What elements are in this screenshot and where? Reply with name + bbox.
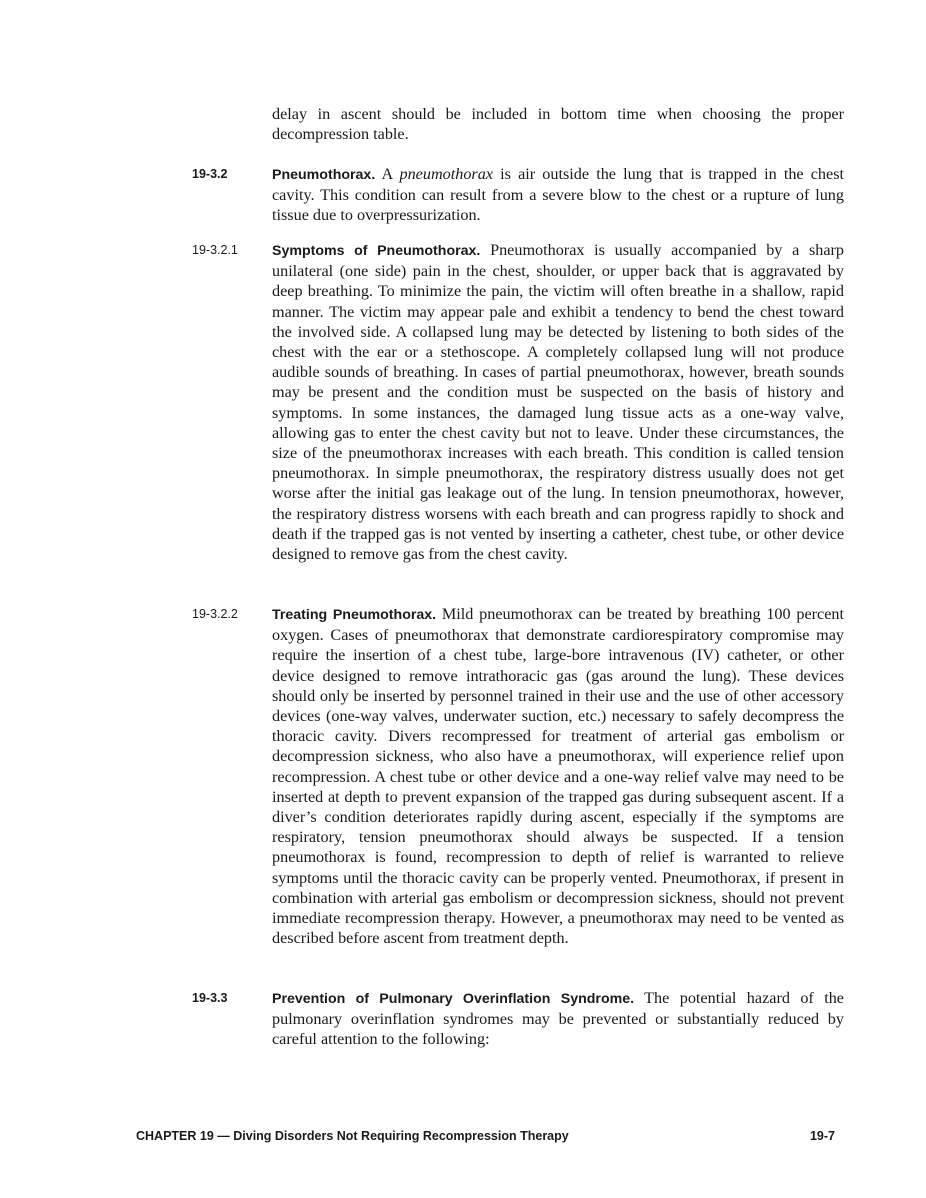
- section-number: 19-3.2.2: [192, 607, 238, 621]
- section-19-3-3: [192, 988, 844, 1050]
- continuation-paragraph: [192, 104, 844, 144]
- section-body: [272, 164, 844, 226]
- section-text: is air outside the lung that is trapped in the chest cavity. This condition can result from a severe blow to the chest or a rupture of lung tissue due to overpressurization.: [272, 165, 845, 225]
- section-body: [272, 604, 844, 948]
- continuation-text: delay in ascent should be included in bottom time when choosing the proper decompression table.: [272, 105, 844, 144]
- section-text-lead: A: [375, 165, 400, 183]
- section-text: The potential hazard of the pulmonary overinflation syndromes may be prevented or substantially reduced by careful attention to the following:: [272, 989, 844, 1049]
- section-19-3-2: [192, 164, 844, 226]
- section-19-3-2-2: [192, 604, 844, 948]
- section-body: [272, 240, 844, 564]
- section-heading: Prevention of Pulmonary Overinflation Syndrome.: [272, 991, 635, 1007]
- footer-chapter-title: CHAPTER 19 — Diving Disorders Not Requiring Recompression Therapy: [136, 1129, 569, 1143]
- section-body: [272, 988, 844, 1050]
- section-number: 19-3.2.1: [192, 243, 238, 257]
- footer-page-number: 19-7: [809, 1129, 835, 1143]
- section-number: 19-3.2: [192, 167, 228, 181]
- section-heading: Symptoms of Pneumothorax.: [272, 243, 481, 259]
- section-heading: Treating Pneumothorax.: [272, 607, 437, 623]
- section-19-3-2-1: [192, 240, 844, 564]
- section-text: Mild pneumothorax can be treated by breathing 100 percent oxygen. Cases of pneumothorax that demonstrate cardiorespiratory compromise may require the insertion of a chest tube, large-bore intravenous (IV) catheter, or other device designed to remove intrathoracic gas (gas around the lung). These devices should only be inserted by personnel trained in their use and the use of other accessory devices (one-way valves, underwater suction, etc.) necessary to safely decompress the thoracic cavity. Divers recompressed for treatment of arterial gas embolism or decompression sickness, who also have a pneumothorax, will experience relief upon recompression. A chest tube or other device and a one-way relief valve may need to be inserted at depth to prevent expansion of the trapped gas during subsequent ascent. If a diver’s condition deteriorates rapidly during ascent, especially if the symptoms are respiratory, tension pneumothorax should always be suspected. If a tension pneumothorax is found, recompression to depth of relief is warranted to relieve symptoms until the thoracic cavity can be properly vented. Pneumothorax, if present in combination with arterial gas embolism or decompression sickness, should not prevent immediate recompression therapy. However, a pneumothorax may need to be vented as described before ascent from treatment depth.: [272, 605, 844, 948]
- section-heading: Pneumothorax.: [272, 167, 376, 183]
- section-text: Pneumothorax is usually accompanied by a sharp unilateral (one side) pain in the chest, shoulder, or upper back that is aggravated by deep breathing. To minimize the pain, the victim will often breathe in a shallow, rapid manner. The victim may appear pale and exhibit a tendency to bend the chest toward the involved side. A collapsed lung may be detected by listening to both sides of the chest with the ear or a stethoscope. A completely collapsed lung will not produce audible sounds of breathing. In cases of partial pneumothorax, however, breath sounds may be present and the condition must be suspected on the basis of history and symptoms. In some instances, the damaged lung tissue acts as a one-way valve, allowing gas to enter the chest cavity but not to leave. Under these circumstances, the size of the pneumothorax increases with each breath. This condition is called tension pneumothorax. In simple pneumothorax, the respiratory distress usually does not get worse after the initial gas leakage out of the lung. In tension pneumothorax, however, the respiratory distress worsens with each breath and can progress rapidly to shock and death if the trapped gas is not vented by inserting a catheter, chest tube, or other device designed to remove gas from the chest cavity.: [272, 241, 845, 564]
- section-term: pneumothorax: [399, 165, 493, 183]
- section-number: 19-3.3: [192, 991, 228, 1005]
